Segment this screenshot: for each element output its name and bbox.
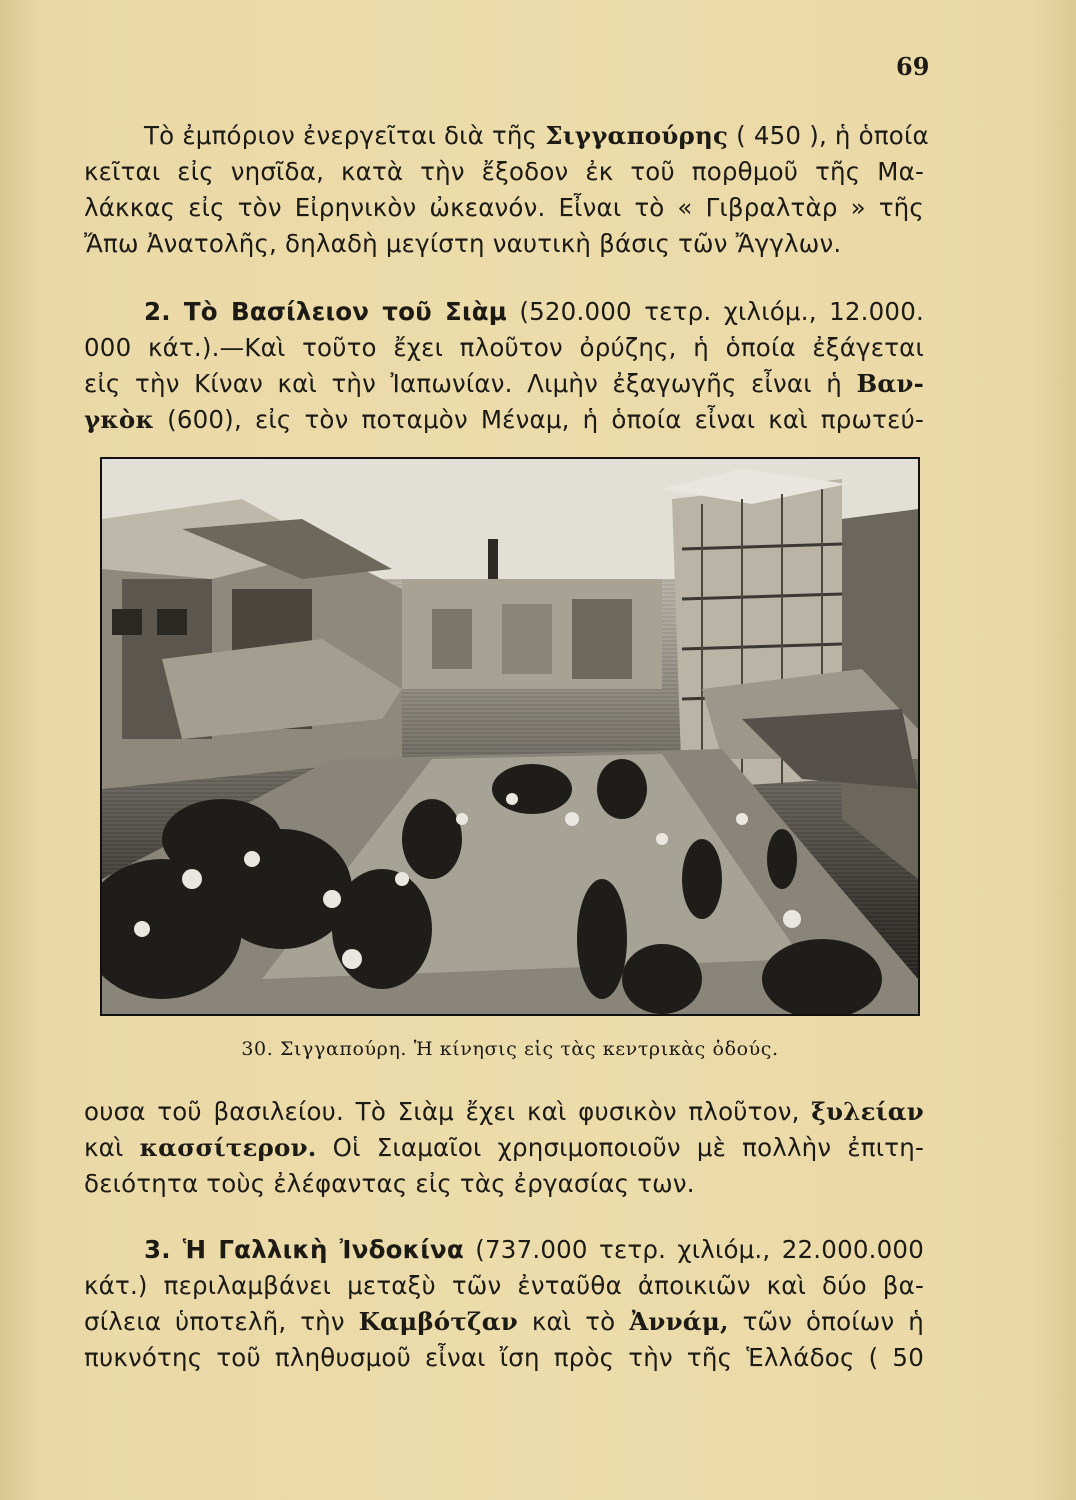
text-line: λάκκας εἰς τὸν Εἰρηνικὸν ὠκεανόν. Εἶναι τὸ « Γιβραλτὰρ » τῆς	[84, 193, 924, 222]
street-photograph	[100, 457, 920, 1016]
text-line: κάτ.) περιλαμβάνει μεταξὺ τῶν ἐνταῦθα ἀποικιῶν καὶ δύο βα-	[84, 1271, 924, 1300]
bold-term: κασσίτερον.	[139, 1133, 317, 1162]
text-line: δειότητα τοὺς ἐλέφαντας εἰς τὰς ἐργασίας των.	[84, 1169, 695, 1198]
text-line: ουσα τοῦ βασιλείου. Τὸ Σιὰμ ἔχει καὶ φυσικὸν πλοῦτον, ξυλείαν	[84, 1097, 924, 1126]
text-line: Ἄπω Ἀνατολῆς, δηλαδὴ μεγίστη ναυτικὴ βάσις τῶν Ἄγγλων.	[84, 229, 842, 258]
section-heading: 2. Τὸ Βασίλειον τοῦ Σιὰμ	[144, 297, 507, 326]
street-scene-illustration	[102, 459, 918, 1014]
text-line: σίλεια ὑποτελῆ, τὴν Καμβότζαν καὶ τὸ Ἀννάμ, τῶν ὁποίων ἡ	[84, 1307, 924, 1336]
paragraph-indochina	[84, 1232, 924, 1376]
bold-term: Σιγγαπούρης	[545, 121, 729, 150]
bold-term: ξυλείαν	[811, 1097, 924, 1126]
text-line: 2. Τὸ Βασίλειον τοῦ Σιὰμ (520.000 τετρ. χιλιόμ., 12.000.	[144, 297, 924, 326]
text-line: Τὸ ἐμπόριον ἐνεργεῖται διὰ τῆς Σιγγαπούρης ( 450 ), ἡ ὁποία	[144, 121, 929, 150]
bold-term: Καμβότζαν	[358, 1307, 518, 1336]
paragraph-siam	[84, 294, 924, 438]
text-line: εἰς τὴν Κίναν καὶ τὴν Ἰαπωνίαν. Λιμὴν ἐξαγωγῆς εἶναι ἡ Βαν-	[84, 369, 924, 398]
page-number: 69	[896, 52, 930, 81]
section-heading: 3. Ἡ Γαλλικὴ Ἰνδοκίνα	[144, 1235, 464, 1264]
paragraph-siam-resources	[84, 1094, 924, 1202]
text-line: 000 κάτ.).—Καὶ τοῦτο ἔχει πλοῦτον ὀρύζης, ἡ ὁποία ἐξάγεται	[84, 333, 924, 362]
figure-caption: 30. Σιγγαπούρη. Ἡ κίνησις εἰς τὰς κεντρικὰς ὁδούς.	[241, 1038, 779, 1060]
text-line: πυκνότης τοῦ πληθυσμοῦ εἶναι ἴση πρὸς τὴν τῆς Ἑλλάδος ( 50	[84, 1343, 924, 1372]
text-line: 3. Ἡ Γαλλικὴ Ἰνδοκίνα (737.000 τετρ. χιλιόμ., 22.000.000	[144, 1235, 924, 1264]
bold-term: Βαν-	[856, 369, 924, 398]
paragraph-singapore	[84, 118, 929, 262]
text-line: γκὸκ (600), εἰς τὸν ποταμὸν Μέναμ, ἡ ὁποία εἶναι καὶ πρωτεύ-	[84, 405, 924, 434]
bold-term: γκὸκ	[84, 405, 155, 434]
bold-term: Ἀννάμ,	[629, 1307, 729, 1336]
text-line: καὶ κασσίτερον. Οἱ Σιαμαῖοι χρησιμοποιοῦν μὲ πολλὴν ἐπιτη-	[84, 1133, 924, 1162]
text-line: κεῖται εἰς νησῖδα, κατὰ τὴν ἔξοδον ἐκ τοῦ πορθμοῦ τῆς Μα-	[84, 157, 924, 186]
